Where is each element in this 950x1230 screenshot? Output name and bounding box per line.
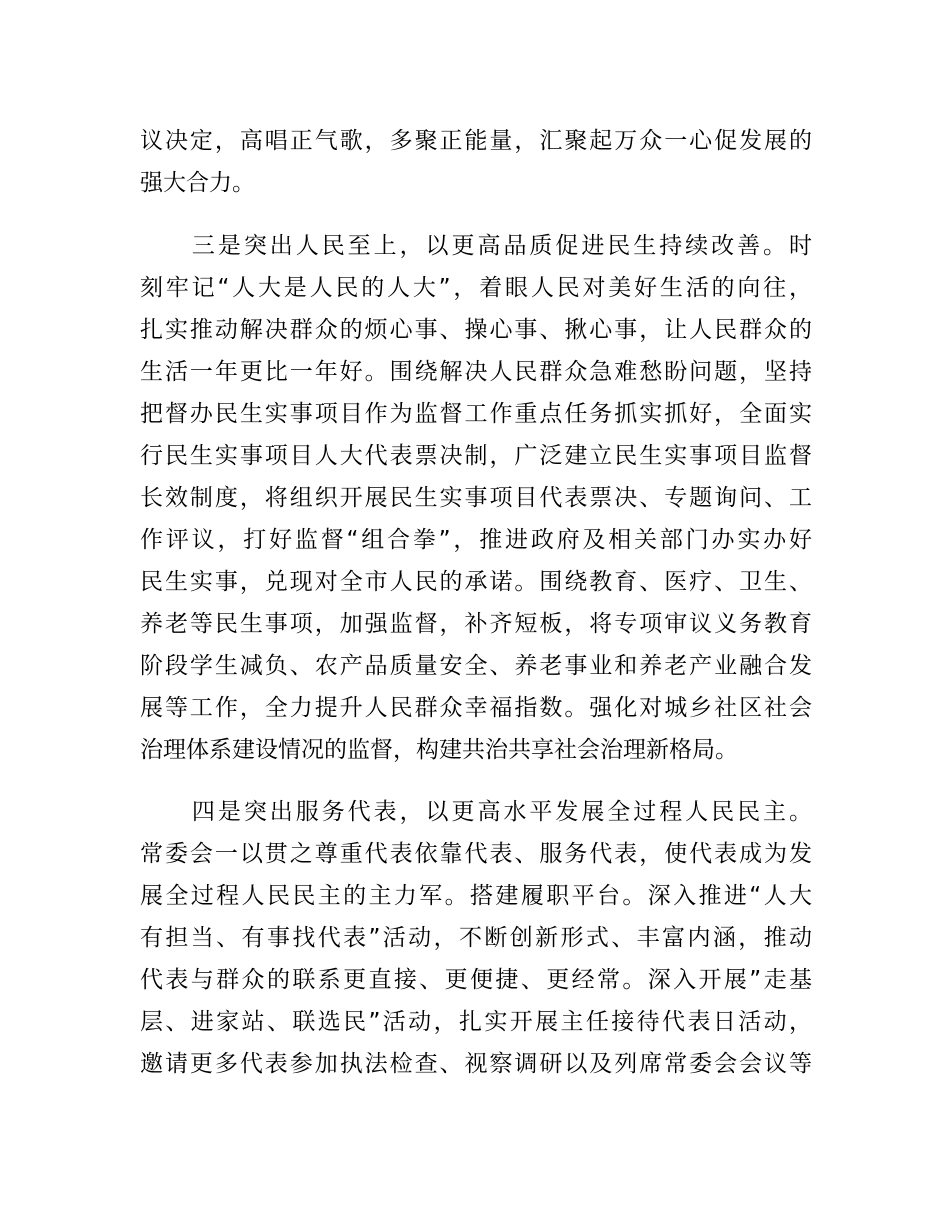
text-line: 生活一年更比一年好。围绕解决人民群众急难愁盼问题，坚持 xyxy=(140,359,812,385)
text-line: 长效制度，将组织开展民生实事项目代表票决、专题询问、工 xyxy=(140,485,812,511)
text-line: 有担当、有事找代表”活动，不断创新形式、丰富内涵，推动 xyxy=(140,925,812,951)
text-line: 民生实事，兑现对全市人民的承诺。围绕教育、医疗、卫生、 xyxy=(140,569,812,595)
text-line: 行民生实事项目人大代表票决制，广泛建立民生实事项目监督 xyxy=(140,443,812,469)
paragraph-continuation xyxy=(140,120,812,204)
text-line: 议决定，高唱正气歌，多聚正能量，汇聚起万众一心促发展的 xyxy=(140,128,812,154)
text-line: 三是突出人民至上，以更高品质促进民生持续改善。时 xyxy=(140,233,812,259)
text-line: 养老等民生事项，加强监督，补齐短板，将专项审议义务教育 xyxy=(140,611,812,637)
text-line: 扎实推动解决群众的烦心事、操心事、揪心事，让人民群众的 xyxy=(140,317,812,343)
text-line: 强大合力。 xyxy=(140,170,255,196)
text-line: 四是突出服务代表，以更高水平发展全过程人民民主。 xyxy=(140,799,812,825)
text-line: 把督办民生实事项目作为监督工作重点任务抓实抓好，全面实 xyxy=(140,401,812,427)
text-line: 刻牢记“人大是人民的人大”，着眼人民对美好生活的向往， xyxy=(140,275,812,301)
text-line: 代表与群众的联系更直接、更便捷、更经常。深入开展”走基 xyxy=(140,967,812,993)
text-line: 作评议，打好监督“组合拳”，推进政府及相关部门办实办好 xyxy=(140,527,812,553)
text-line: 阶段学生减负、农产品质量安全、养老事业和养老产业融合发 xyxy=(140,653,812,679)
text-line: 层、进家站、联选民”活动，扎实开展主任接待代表日活动， xyxy=(140,1009,812,1035)
document-body xyxy=(140,120,812,1085)
paragraph-point-three xyxy=(140,225,812,771)
text-line: 常委会一以贯之尊重代表依靠代表、服务代表，使代表成为发 xyxy=(140,841,812,867)
text-line: 邀请更多代表参加执法检查、视察调研以及列席常委会会议等 xyxy=(140,1051,812,1077)
text-line: 展全过程人民民主的主力军。搭建履职平台。深入推进“人大 xyxy=(140,883,812,909)
paragraph-point-four xyxy=(140,791,812,1085)
text-line: 治理体系建设情况的监督，构建共治共享社会治理新格局。 xyxy=(140,737,738,763)
text-line: 展等工作，全力提升人民群众幸福指数。强化对城乡社区社会 xyxy=(140,695,812,721)
